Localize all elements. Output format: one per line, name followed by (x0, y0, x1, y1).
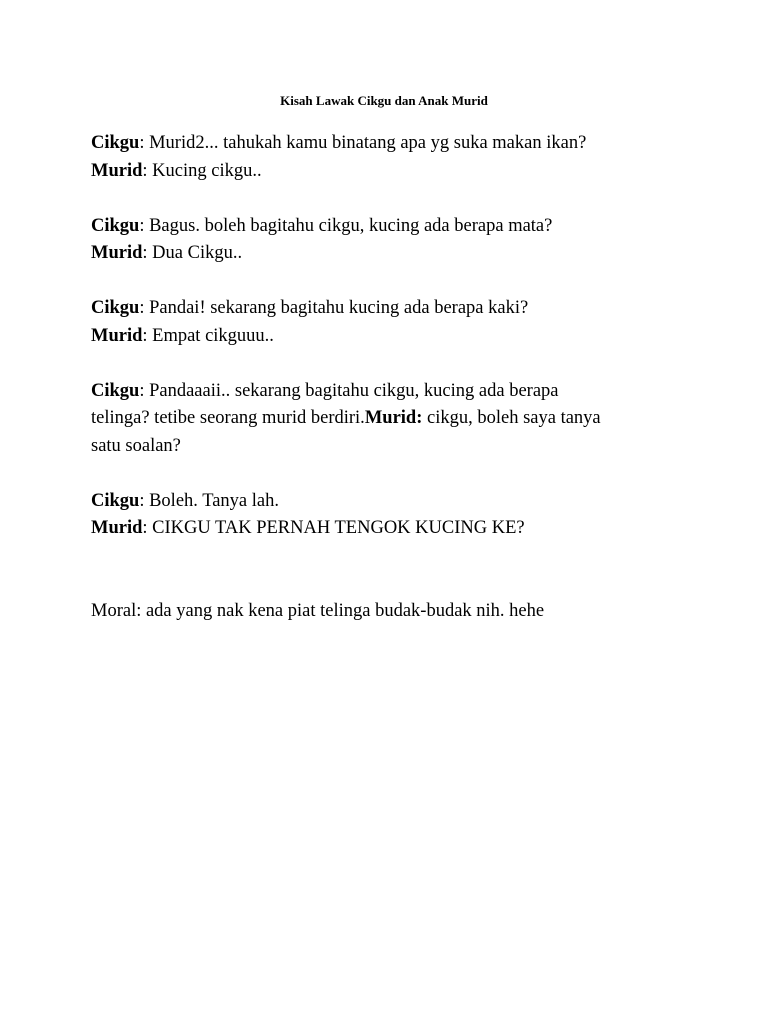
dialogue-paragraph (91, 488, 671, 543)
dialogue-line (91, 158, 671, 186)
moral-text: Moral: ada yang nak kena piat telinga budak-budak nih. hehe (91, 600, 545, 621)
speaker-label: Cikgu (91, 133, 140, 153)
dialogue-text: Empat cikguuu.. (152, 325, 274, 346)
dialogue-line (91, 378, 671, 406)
separator: : (142, 325, 153, 346)
dialogue-text: cikgu, boleh saya tanya (422, 408, 601, 428)
dialogue-text: Kucing cikgu.. (152, 160, 262, 181)
dialogue-text: Pandaaaii.. sekarang bagitahu cikgu, kucing ada berapa (149, 380, 559, 401)
speaker-label: Cikgu (91, 490, 140, 511)
dialogue-text: Boleh. Tanya lah. (149, 490, 279, 511)
dialogue-line (91, 323, 671, 351)
separator: : (139, 380, 150, 401)
dialogue-line (91, 295, 671, 323)
separator: : (139, 133, 150, 153)
dialogue-line (91, 515, 671, 543)
dialogue-line (91, 433, 671, 461)
speaker-label: Cikgu (91, 380, 140, 401)
speaker-label: Murid (91, 243, 143, 263)
dialogue-paragraph (91, 213, 671, 268)
dialogue-line (91, 130, 671, 158)
speaker-label: Murid (91, 325, 143, 346)
dialogue-line (91, 488, 671, 516)
dialogue-text: Murid2... tahukah kamu binatang apa yg suka makan ikan? (149, 133, 587, 153)
speaker-label: Murid: (364, 408, 423, 428)
separator: : (142, 160, 153, 181)
separator: : (139, 215, 150, 236)
dialogue-paragraph (91, 130, 671, 185)
speaker-label: Cikgu (91, 298, 140, 318)
dialogue-line (91, 405, 671, 433)
separator: : (139, 298, 150, 318)
speaker-label: Murid (91, 518, 143, 538)
dialogue-text: satu soalan? (91, 435, 181, 456)
dialogue-line (91, 213, 671, 241)
dialogue-paragraph (91, 295, 671, 350)
separator: : (139, 490, 150, 511)
speaker-label: Murid (91, 160, 143, 181)
dialogue-line (91, 240, 671, 268)
dialogue-text: telinga? tetibe seorang murid berdiri. (91, 408, 365, 428)
dialogue-text: Dua Cikgu.. (152, 243, 243, 263)
dialogue-text: Bagus. boleh bagitahu cikgu, kucing ada berapa mata? (149, 215, 553, 236)
document-title: Kisah Lawak Cikgu dan Anak Murid (280, 93, 488, 108)
dialogue-text: CIKGU TAK PERNAH TENGOK KUCING KE? (152, 518, 525, 538)
separator: : (142, 243, 153, 263)
dialogue-text: Pandai! sekarang bagitahu kucing ada berapa kaki? (149, 298, 529, 318)
speaker-label: Cikgu (91, 215, 140, 236)
separator: : (142, 518, 153, 538)
document-body (91, 130, 671, 625)
dialogue-paragraph (91, 378, 671, 461)
